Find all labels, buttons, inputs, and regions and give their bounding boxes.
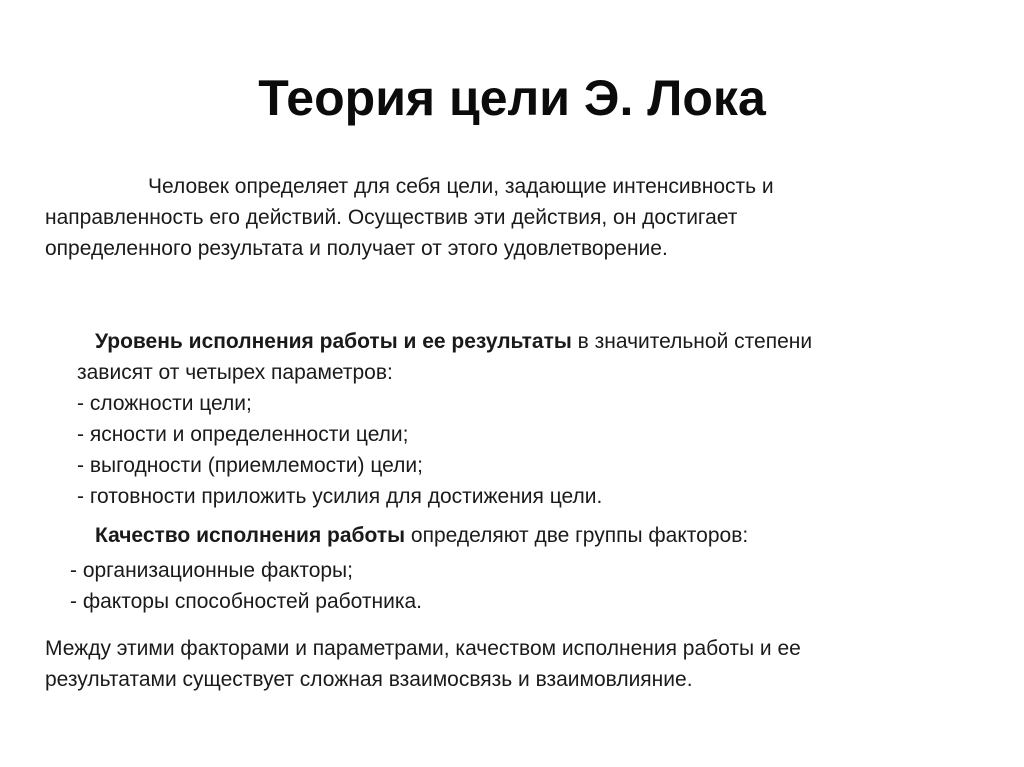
list-item: - организационные факторы; — [70, 559, 353, 582]
level-lead-bold: Уровень исполнения работы и ее результаты — [95, 330, 572, 353]
list-item: - выгодности (приемлемости) цели; — [77, 454, 423, 477]
slide-title: Теория цели Э. Лока — [258, 70, 766, 126]
intro-line-1: Человек определяет для себя цели, задающие интенсивность и — [148, 175, 774, 198]
conclusion-line-1: Между этими факторами и параметрами, качеством исполнения работы и ее — [45, 637, 801, 660]
quality-lead-bold: Качество исполнения работы — [95, 524, 406, 547]
quality-lead-line — [95, 520, 748, 551]
level-lead-rest: в значительной степени — [571, 330, 813, 353]
quality-lead-rest: определяют две группы факторов: — [405, 524, 749, 547]
list-item: - факторы способностей работника. — [70, 590, 422, 613]
list-item: - сложности цели; — [77, 392, 252, 415]
list-item: - ясности и определенности цели; — [77, 423, 409, 446]
list-item: - готовности приложить усилия для достижения цели. — [77, 485, 603, 508]
intro-line-3: определенного результата и получает от этого удовлетворение. — [45, 237, 668, 260]
conclusion-line-2: результатами существует сложная взаимосвязь и взаимовлияние. — [45, 668, 693, 691]
level-line-2: зависят от четырех параметров: — [77, 361, 393, 384]
intro-line-2: направленность его действий. Осуществив эти действия, он достигает — [45, 206, 738, 229]
level-lead-line — [95, 326, 812, 357]
